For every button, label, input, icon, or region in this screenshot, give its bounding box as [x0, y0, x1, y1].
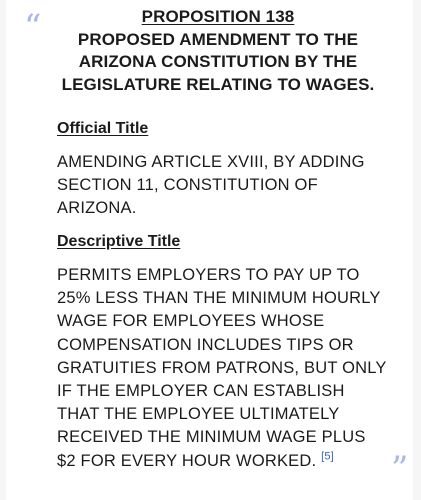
- official-title-text: AMENDING ARTICLE XVIII, BY ADDING SECTION 11, CONSTITUTION OF ARIZONA.: [57, 153, 365, 218]
- descriptive-title-heading: Descriptive Title: [57, 233, 181, 250]
- proposition-number: PROPOSITION 138: [141, 7, 295, 26]
- descriptive-title-text: PERMITS EMPLOYERS TO PAY UP TO 25% LESS THAN THE MINIMUM HOURLY WAGE FOR EMPLOYEES WHOSE COMPENSATION INCLUDES TIPS OR GRATUITIES FROM PATRONS, BUT ONLY IF THE EMPLOYER CAN ESTABLISH THAT THE EMPLOYEE ULTIMATELY RECEIVED THE MINIMUM WAGE PLUS $2 FOR EVERY HOUR WORKED.: [57, 266, 387, 470]
- proposition-title: PROPOSED AMENDMENT TO THE ARIZONA CONSTITUTION BY THE LEGISLATURE RELATING TO WAGES.: [61, 29, 375, 94]
- footnote-link[interactable]: [5]: [321, 450, 334, 463]
- open-quote-icon: “: [24, 7, 42, 47]
- proposition-heading: [46, 6, 390, 96]
- descriptive-title-paragraph: [57, 264, 387, 473]
- quote-block: [6, 0, 413, 500]
- close-quote-icon: ”: [391, 449, 409, 489]
- official-title-heading: Official Title: [57, 120, 149, 137]
